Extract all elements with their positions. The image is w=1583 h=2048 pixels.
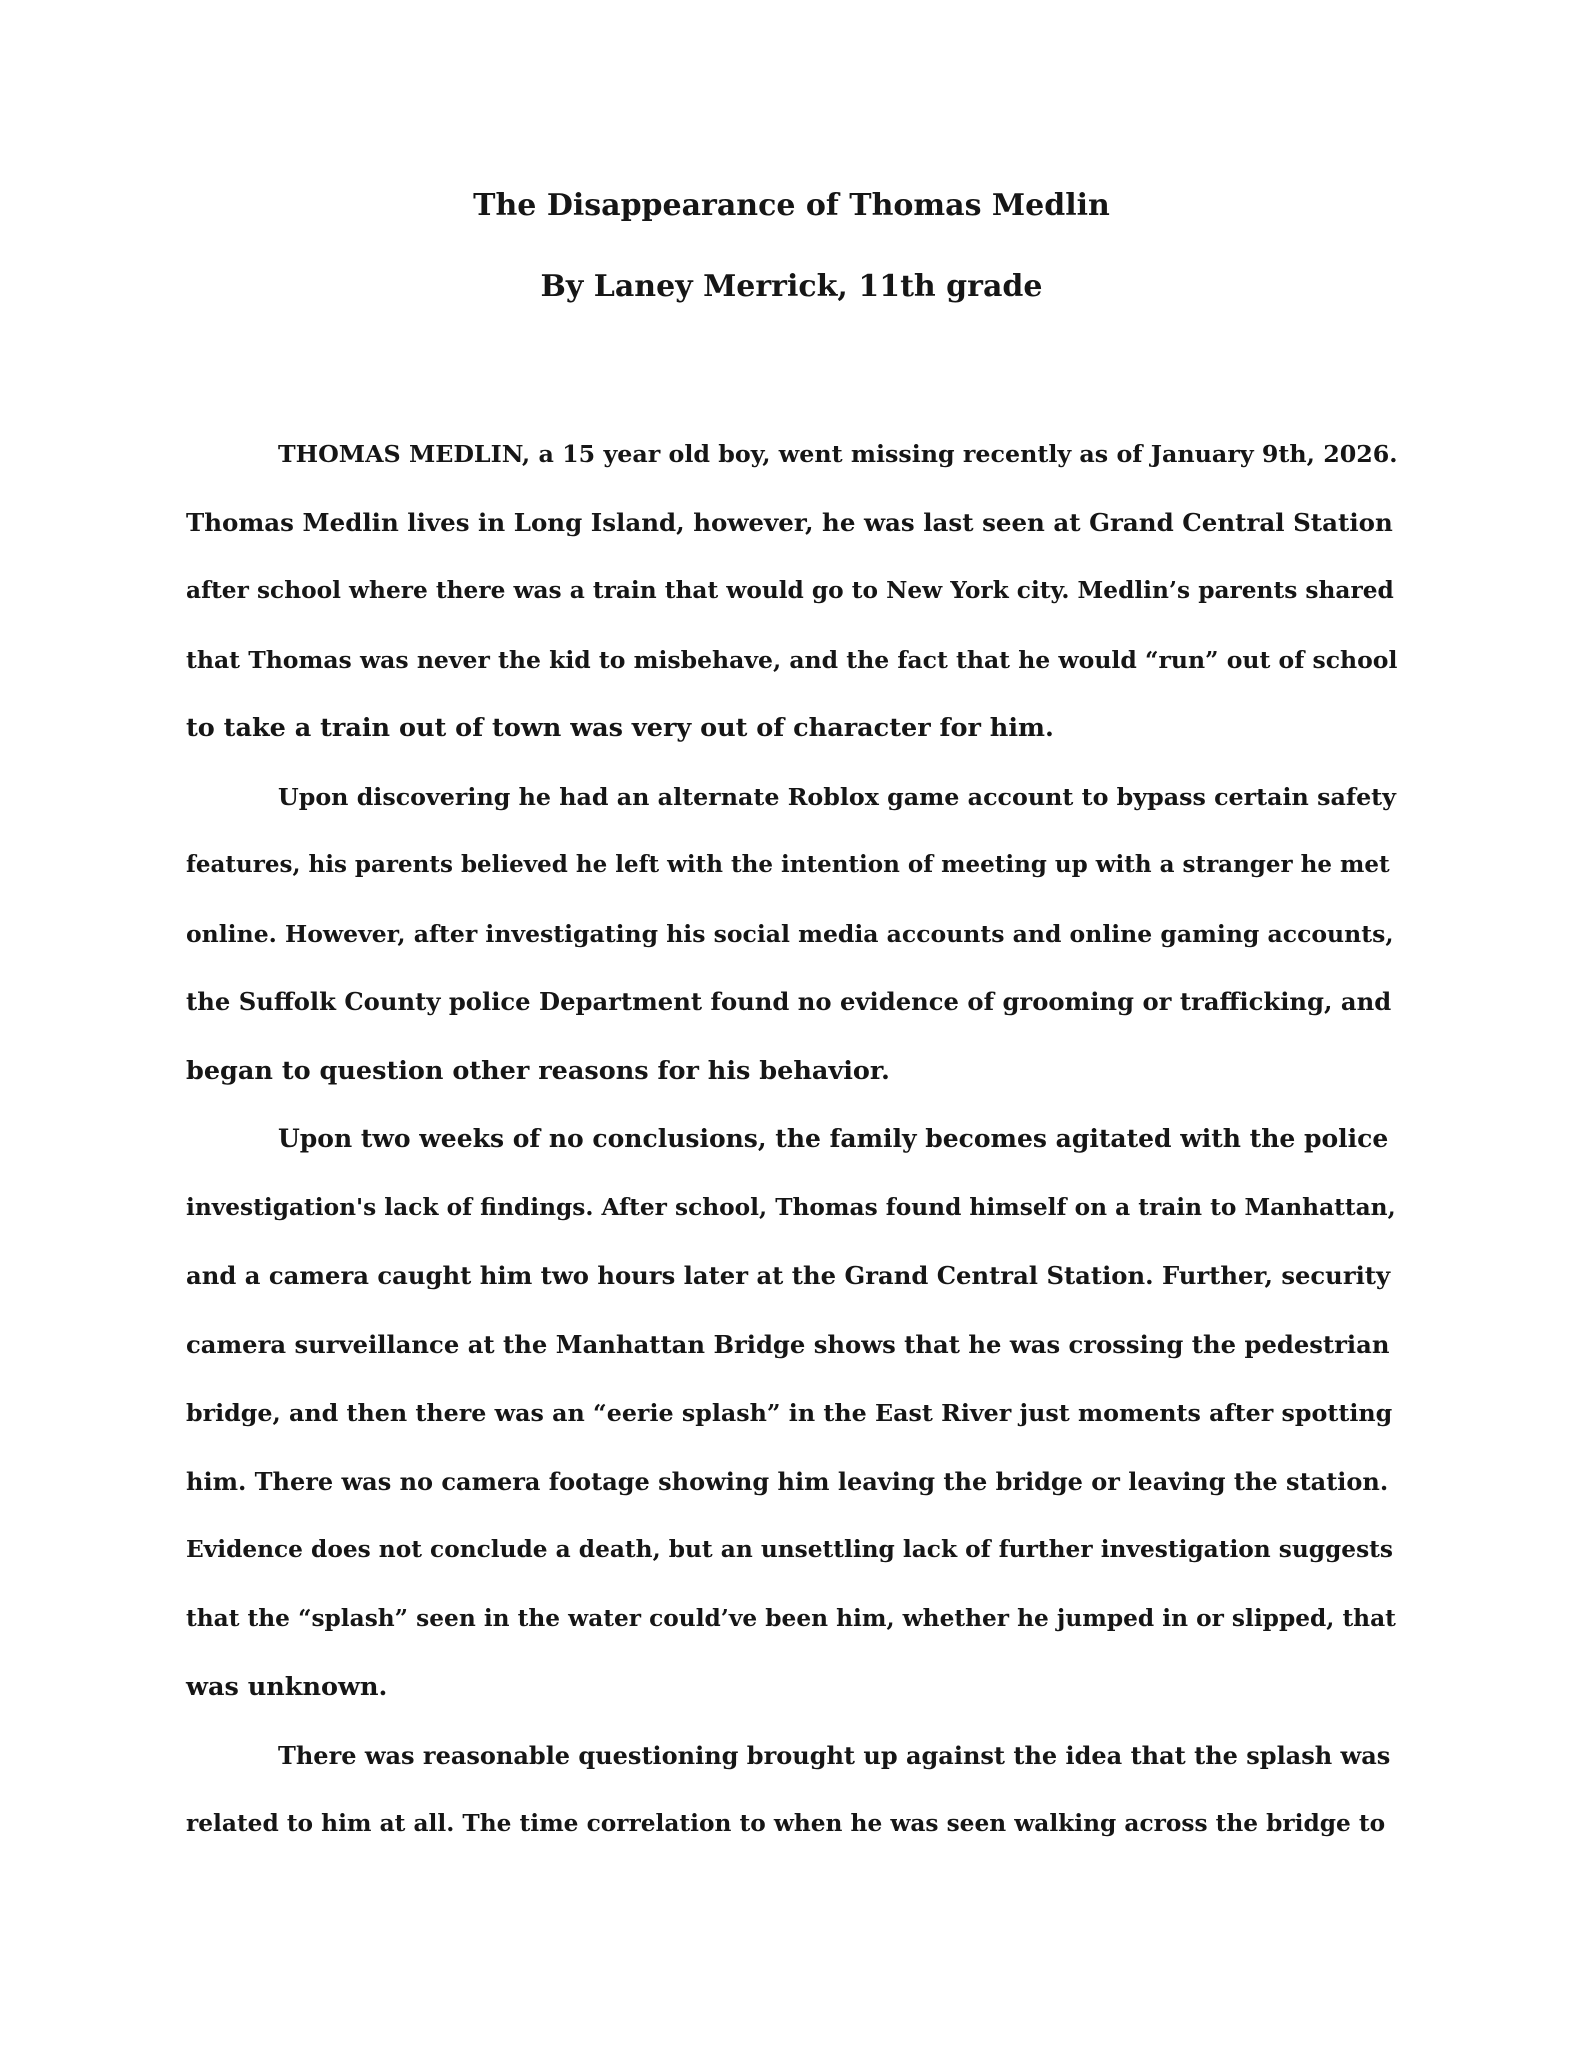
text-line: the Suffolk County police Department found no evidence of grooming or trafficking, and <box>186 987 1392 1016</box>
text-line: Evidence does not conclude a death, but an unsettling lack of further investigation suggests <box>186 1536 1394 1563</box>
document-byline: By Laney Merrick, 11th grade <box>540 269 1043 304</box>
text-line: features, his parents believed he left with the intention of meeting up with a stranger he met <box>186 851 1390 878</box>
text-line: to take a train out of town was very out of character for him. <box>186 713 1054 743</box>
text-line: Upon two weeks of no conclusions, the family becomes agitated with the police <box>278 1124 1389 1153</box>
text-line: online. However, after investigating his social media accounts and online gaming accounts, <box>186 919 1394 948</box>
text-line: him. There was no camera footage showing him leaving the bridge or leaving the station. <box>186 1466 1389 1496</box>
text-line: investigation's lack of findings. After school, Thomas found himself on a train to Manhattan, <box>186 1193 1396 1221</box>
text-line: began to question other reasons for his behavior. <box>186 1055 890 1086</box>
text-line: and a camera caught him two hours later at the Grand Central Station. Further, security <box>186 1261 1391 1290</box>
text-line: related to him at all. The time correlation to when he was seen walking across the bridge to <box>186 1810 1386 1837</box>
text-line: that Thomas was never the kid to misbehave, and the fact that he would “run” out of school <box>186 645 1398 674</box>
document-body <box>186 420 1398 1859</box>
text-line: bridge, and then there was an “eerie splash” in the East River just moments after spotting <box>186 1399 1393 1427</box>
text-line: that the “splash” seen in the water could’ve been him, whether he jumped in or slipped, that <box>186 1604 1396 1632</box>
text-line: camera surveillance at the Manhattan Bridge shows that he was crossing the pedestrian <box>186 1329 1390 1359</box>
text-line: after school where there was a train that would go to New York city. Medlin’s parents shared <box>186 577 1394 604</box>
text-line: Upon discovering he had an alternate Roblox game account to bypass certain safety <box>278 782 1396 811</box>
text-line: Thomas Medlin lives in Long Island, however, he was last seen at Grand Central Station <box>186 507 1393 537</box>
document-title: The Disappearance of Thomas Medlin <box>473 188 1110 223</box>
text-line: THOMAS MEDLIN, a 15 year old boy, went missing recently as of January 9th, 2026. <box>278 440 1398 468</box>
text-line: There was reasonable questioning brought up against the idea that the splash was <box>278 1740 1391 1770</box>
text-line: was unknown. <box>186 1672 388 1702</box>
